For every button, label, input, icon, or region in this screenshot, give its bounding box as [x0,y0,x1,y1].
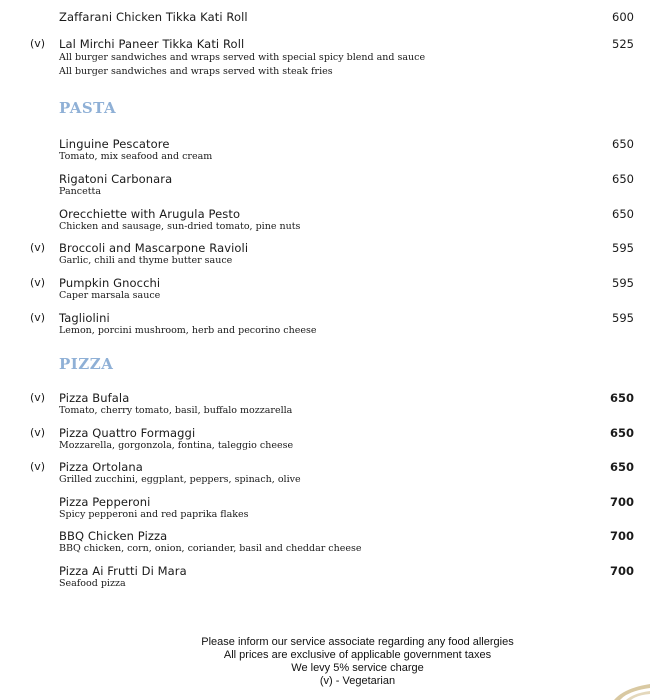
menu-footer [0,636,650,688]
item-price: 650 [612,171,634,186]
section-title-pasta: PASTA [59,99,117,117]
tax-note: All prices are exclusive of applicable government taxes [223,649,492,661]
item-price: 650 [609,460,634,475]
item-name: Pizza Ai Frutti Di Mara [59,564,187,578]
item-name: Pizza Quattro Formaggi [59,425,196,440]
item-note: All burger sandwiches and wraps served with steak fries [59,66,333,77]
item-name: Tagliolini [59,311,110,325]
item-name: Pumpkin Gnocchi [59,276,161,291]
allergy-note: Please inform our service associate regarding any food allergies [201,636,514,648]
item-name: BBQ Chicken Pizza [59,529,168,544]
item-price: 650 [612,137,634,151]
item-price: 700 [609,494,634,509]
item-description: BBQ chicken, corn, onion, coriander, basil and cheddar cheese [59,543,362,555]
veg-marker: (v) [30,311,46,324]
item-description: Lemon, porcini mushroom, herb and pecorino cheese [59,325,317,336]
item-price: 700 [609,564,634,578]
item-description: Garlic, chili and thyme butter sauce [59,255,233,267]
brand-logo-icon [610,682,650,700]
item-name: Broccoli and Mascarpone Ravioli [59,241,249,256]
item-description: Pancetta [59,185,101,197]
item-description: Grilled zucchini, eggplant, peppers, spinach, olive [59,474,301,486]
item-price: 650 [609,425,634,440]
veg-legend: (v) - Vegetarian [319,675,396,687]
item-name: Pizza Pepperoni [59,494,151,509]
item-description: Mozzarella, gorgonzola, fontina, taleggio cheese [59,439,294,451]
service-charge-note: We levy 5% service charge [291,662,424,674]
item-price: 600 [612,10,634,24]
item-description: Caper marsala sauce [59,290,161,302]
item-name: Zaffarani Chicken Tikka Kati Roll [59,10,248,24]
item-note: All burger sandwiches and wraps served with special spicy blend and sauce [59,52,426,63]
item-description: Chicken and sausage, sun-dried tomato, pine nuts [59,220,301,232]
veg-marker: (v) [30,425,46,439]
item-price: 595 [612,276,634,291]
item-name: Linguine Pescatore [59,137,170,151]
item-name: Lal Mirchi Paneer Tikka Kati Roll [59,37,245,51]
veg-marker: (v) [30,37,46,50]
item-price: 595 [612,311,634,325]
item-price: 595 [612,241,634,256]
item-name: Rigatoni Carbonara [59,171,173,186]
item-price: 650 [612,206,634,221]
item-description: Tomato, mix seafood and cream [59,151,213,162]
veg-marker: (v) [30,391,46,404]
veg-marker: (v) [30,241,46,255]
item-name: Pizza Ortolana [59,460,143,475]
item-name: Pizza Bufala [59,391,130,405]
item-price: 700 [609,529,634,544]
veg-marker: (v) [30,460,46,474]
section-title-pizza: PIZZA [59,355,114,373]
item-price: 525 [612,37,634,51]
veg-marker: (v) [30,276,46,290]
item-name: Orecchiette with Arugula Pesto [59,206,241,221]
item-price: 650 [609,391,634,405]
item-description: Seafood pizza [59,578,126,589]
item-description: Tomato, cherry tomato, basil, buffalo mozzarella [59,405,293,416]
item-description: Spicy pepperoni and red paprika flakes [59,508,249,520]
